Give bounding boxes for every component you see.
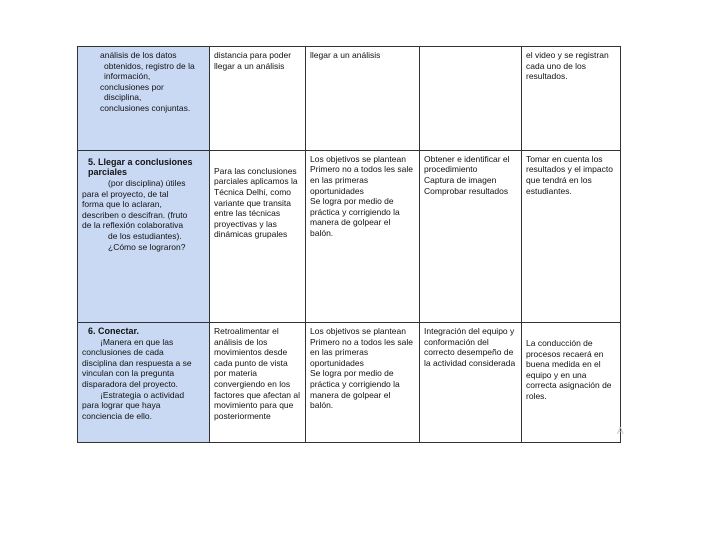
cell-technique bbox=[210, 323, 306, 443]
cell-line: para lograr que haya bbox=[82, 400, 161, 411]
step-heading: 6. Conectar. bbox=[88, 326, 140, 337]
cell-line: Primero no a todos les sale en las primeras oportunidades bbox=[310, 164, 413, 196]
cell-text: llegar a un análisis bbox=[310, 50, 381, 60]
cell-line: información, bbox=[104, 71, 151, 82]
cell-text: Para las conclusiones parciales aplicamos la Técnica Delhi, como variante que transita entre las técnicas proyectivas y las dinámicas grupales bbox=[214, 165, 298, 240]
cell-activity bbox=[78, 47, 210, 151]
cell-line: conclusiones conjuntas. bbox=[100, 102, 191, 113]
cell-line: describen o descifran. (fruto bbox=[82, 209, 188, 220]
cell-line: Obtener e identificar el procedimiento bbox=[424, 153, 510, 175]
cell-line: análisis de los datos bbox=[100, 50, 177, 60]
cell-evaluation bbox=[522, 47, 621, 151]
cell-activity bbox=[78, 150, 210, 322]
cell-line: disciplina, bbox=[104, 92, 142, 103]
cell-line: disparadora del proyecto. bbox=[82, 379, 178, 390]
cell-line: Primero no a todos les sale en las primeras oportunidades bbox=[310, 336, 413, 368]
table-row bbox=[78, 47, 621, 151]
cell-line: vinculan con la pregunta bbox=[82, 368, 175, 379]
planning-table bbox=[77, 46, 621, 443]
cell-line: conciencia de ello. bbox=[82, 410, 152, 421]
cell-evidence bbox=[420, 323, 522, 443]
cell-text: Retroalimentar el análisis de los movimientos desde cada punto de vista por materia convergiendo en los factores que afectan al movimiento para que posteriormente bbox=[214, 326, 301, 421]
cell-line: conclusiones de cada bbox=[82, 347, 164, 358]
cell-evidence bbox=[420, 150, 522, 322]
table-row bbox=[78, 323, 621, 443]
cell-evaluation bbox=[522, 150, 621, 322]
cell-objectives bbox=[306, 150, 420, 322]
cell-line: ¡Manera en que las bbox=[100, 336, 174, 347]
cell-line: Los objetivos se plantean bbox=[310, 326, 406, 337]
cell-line: (por disciplina) útiles bbox=[108, 177, 186, 188]
cell-line: Captura de imagen bbox=[424, 174, 497, 185]
cell-text: el video y se registran cada uno de los resultados. bbox=[526, 50, 609, 82]
cell-objectives bbox=[306, 323, 420, 443]
cell-line: Se logra por medio de práctica y corrigiendo la manera de golpear el balón. bbox=[310, 368, 400, 411]
cell-technique bbox=[210, 150, 306, 322]
table-row bbox=[78, 150, 621, 322]
watermark-letter: A bbox=[617, 426, 624, 437]
cell-line: disciplina dan respuesta a se bbox=[82, 357, 192, 368]
cell-line: Se logra por medio de práctica y corrigiendo la manera de golpear el balón. bbox=[310, 196, 400, 238]
step-heading: 5. Llegar a conclusiones parciales bbox=[88, 156, 193, 178]
cell-evidence bbox=[420, 47, 522, 151]
cell-evaluation bbox=[522, 323, 621, 443]
cell-line: ¿Cómo se lograron? bbox=[108, 241, 186, 252]
cell-line: ¡Estrategia o actividad bbox=[100, 389, 185, 400]
cell-line: obtenidos, registro de la bbox=[104, 60, 195, 71]
cell-text: Integración del equipo y conformación del correcto desempeño de la actividad considerada bbox=[424, 326, 516, 368]
cell-text: distancia para poder llegar a un análisis bbox=[214, 50, 292, 71]
cell-technique bbox=[210, 47, 306, 151]
cell-line: para el proyecto, de tal bbox=[82, 188, 169, 199]
cell-line: de la reflexión colaborativa bbox=[82, 220, 184, 231]
cell-line: conclusiones por bbox=[100, 81, 164, 92]
cell-line: de los estudiantes). bbox=[108, 230, 182, 241]
cell-text: La conducción de procesos recaerá en buena medida en el equipo y en una correcta asignación de roles. bbox=[526, 338, 612, 402]
cell-activity bbox=[78, 323, 210, 443]
cell-objectives bbox=[306, 47, 420, 151]
cell-line: Los objetivos se plantean bbox=[310, 153, 406, 164]
cell-line: forma que lo aclaran, bbox=[82, 199, 162, 210]
cell-text: Tomar en cuenta los resultados y el impacto que tendrá en los estudiantes. bbox=[526, 153, 613, 196]
cell-line: Comprobar resultados bbox=[424, 185, 509, 196]
